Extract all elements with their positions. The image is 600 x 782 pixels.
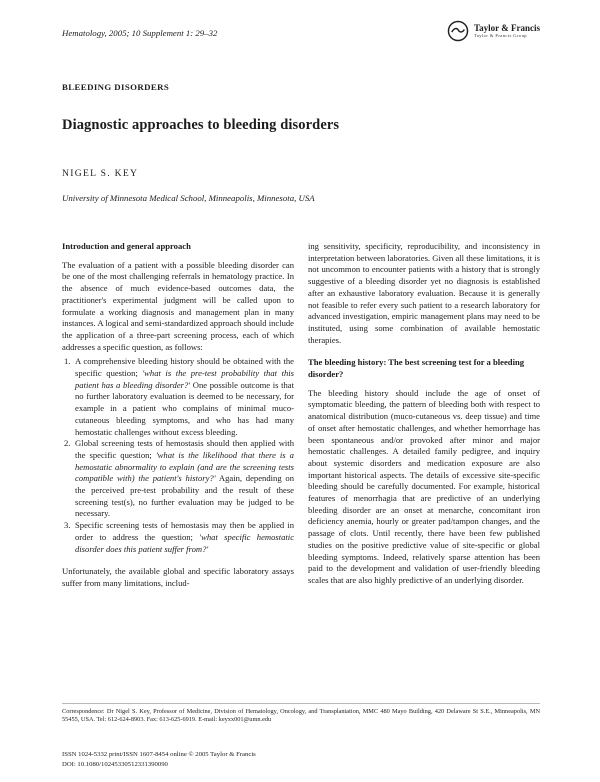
doi-line: DOI: 10.1080/10245330512331390090 [62, 760, 168, 768]
continuation-paragraph: ing sensitivity, specificity, reproducibility, and inconsistency in interpretation between laboratories. Given all these limitations, it is not uncommon to encounter patients with a history that is strongly suggestive of a bleeding disorder yet no diagnosis is established after an exhaustive laboratory evaluation. Because it is generally not feasible to refer every such patient to a research laboratory for advanced investigation, empiric management plans may need to be instituted, using some combination of available hemostatic therapies. [308, 241, 540, 345]
list-text-segment: Global screening tests of hemostasis should then applied with the specific question; [75, 438, 294, 460]
publisher-text [474, 24, 540, 39]
numbered-list [62, 356, 294, 555]
author-name: NIGEL S. KEY [62, 168, 139, 179]
imprint-block [62, 750, 256, 769]
list-text-segment: A comprehensive bleeding history should be obtained with the specific question; [75, 356, 294, 379]
page-content [62, 20, 540, 590]
list-quote-italic: 'what specific hemostatic disorder does this patient suffer from?' [75, 531, 295, 554]
list-number: 3. [64, 520, 71, 531]
list-item [62, 438, 294, 520]
list-text-segment: One possible outcome is that no further laboratory evaluation is deemed to be necessary, for example in a patient who complains of minimal muco-cutaneous bleeding symptoms, and who has had many hemostatic challenges without excess bleeding. [75, 379, 294, 437]
list-text-segment: Specific screening tests of hemostasis may then be applied in order to address the question; [75, 520, 294, 542]
taylor-francis-logo-icon [447, 20, 469, 42]
list-quote-italic: 'what is the pre-test probability that this patient has a bleeding disorder?' [75, 368, 294, 390]
section-label: BLEEDING DISORDERS [62, 82, 170, 92]
list-quote-italic: 'what is the likelihood that there is a hemostatic abnormality to explain (and are the screening tests compatible with) the patient's history?' [75, 449, 294, 484]
publisher-tagline: Taylor & Francis Group [473, 33, 527, 39]
list-number: 2. [64, 438, 71, 449]
journal-citation: Hematology, 2005; 10 Supplement 1: 29–32 [62, 28, 218, 38]
list-item [62, 520, 294, 555]
list-text-segment: Again, depending on the perceived pre-test probability and the result of these screening test(s), no further evaluation may be judged to be necessary. [75, 473, 294, 519]
masthead [62, 20, 540, 42]
right-column [308, 241, 540, 590]
section-heading-bleeding-history: The bleeding history: The best screening test for a bleeding disorder? [308, 357, 525, 380]
list-item [62, 356, 294, 438]
article-title: Diagnostic approaches to bleeding disorders [62, 117, 340, 133]
closing-paragraph: Unfortunately, the available global and specific laboratory assays suffer from many limitations, includ- [62, 566, 294, 588]
section-heading-introduction: Introduction and general approach [62, 241, 191, 251]
list-item-text [75, 438, 294, 520]
publisher-name: Taylor & Francis [473, 22, 540, 33]
left-column [62, 241, 294, 590]
publisher-logo [447, 20, 540, 42]
issn-line: ISSN 1024-5332 print/ISSN 1607-8454 online © 2005 Taylor & Francis [62, 751, 256, 758]
bleeding-history-paragraph: The bleeding history should include the age of onset of symptomatic bleeding, the pattern of bleeding both with respect to anatomical distribution (muco-cutaneous vs. deep tissue) and time of onset after hemostatic challenges, and whether hemorrhage has been spontaneous and/or provoked after minor and major hemostatic challenges. A detailed family pedigree, and inquiry about systemic disorders and medication exposure are also important historical aspects. The details of excessive site-specific bleeding should be carefully documented. For example, historical features of menorrhagia that are predictive of an underlying bleeding disorder are an onset at menarche, concomitant iron deficiency anemia, hourly or greater pad/tampon changes, and the passage of clots. Until recently, there have been few published studies on the positive predictive value of site-specific or global bleeding symptoms. Indeed, relatively sparse attention has been paid to the development and validation of user-friendly bleeding scales that are also highly predictive of an underlying disorder. [308, 387, 540, 585]
correspondence-note: Correspondence: Dr Nigel S. Key, Professor of Medicine, Division of Hematology, Oncology, and Transplantation, MMC 480 Mayo Building, 420 Delaware St S.E., Minneapolis, MN 55455, USA. Tel: 612-624-8903. Fax: 613-625-6919. E-mail: keyxx001@umn.edu [62, 703, 540, 725]
list-item-text [75, 520, 294, 555]
list-item-text [75, 356, 294, 438]
author-affiliation: University of Minnesota Medical School, Minneapolis, Minnesota, USA [62, 193, 315, 203]
list-number: 1. [64, 356, 71, 367]
article-body [62, 241, 540, 590]
intro-paragraph: The evaluation of a patient with a possible bleeding disorder can be one of the most challenging referrals in hematology practice. In the absence of much evidence-based outcomes data, the practitioner's experimental judgment will be called upon to formulate a working diagnosis and management plan in many instances. A logical and semi-standardized approach should include the application of a three-part screening process, each of which addresses a specific question, as follows: [62, 259, 294, 352]
